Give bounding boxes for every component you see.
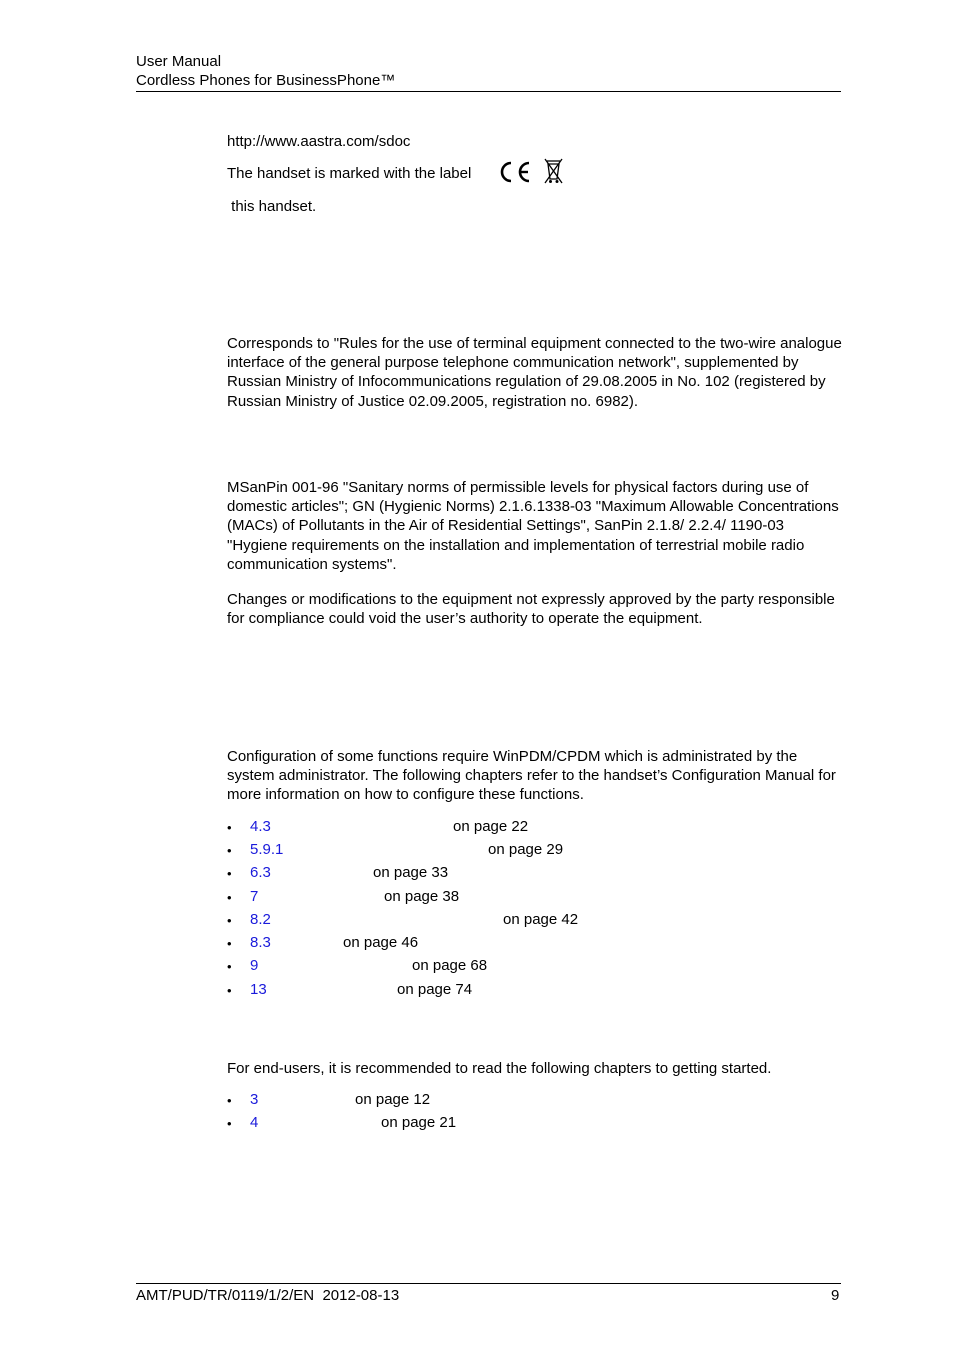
compliance-marks [497,158,567,190]
bullet-icon: • [227,936,232,951]
bullet-icon: • [227,890,232,905]
paragraph-russian-rules: Corresponds to "Rules for the use of terminal equipment connected to the two-wire analogue interface of the general purpose telephone communication network", supplemented by Russian Ministry of Infocommunications regulation of 29.08.2005 in No. 102 (registered by Russian Ministry of Justice 02.09.2005, registration no. 6982). [227,335,842,410]
bullet-icon: • [227,843,232,858]
bullet-icon: • [227,959,232,974]
footer-doc-id: AMT/PUD/TR/0119/1/2/EN 2012-08-13 [136,1287,400,1304]
chapter-link[interactable]: 5.9.1 [250,841,284,858]
bullet-icon: • [227,866,232,881]
bullet-icon: • [227,913,232,928]
chapter-link[interactable]: 4 [250,1114,259,1131]
page-ref: on page 33 [373,864,449,881]
chapter-link[interactable]: 9 [250,957,259,974]
page-ref: on page 42 [503,911,579,928]
header-subtitle: Cordless Phones for BusinessPhone™ [136,72,396,89]
header-rule [136,91,841,92]
chapter-link[interactable]: 3 [250,1091,259,1108]
page-ref: on page 22 [453,818,529,835]
label-text: The handset is marked with the label [227,165,472,182]
paragraph-sanitary-norms: MSanPin 001-96 "Sanitary norms of permissible levels for physical factors during use of domestic articles"; GN (Hygienic Norms) 2.1.6.1338-03 "Maximum Allowable Concentrations (MACs) of Pollutants in the Air of Residential Settings", SanPin 2.1.8/ 2.2.4/ 1190-03 "Hygiene requirements on the installation and implementation of terrestrial mobile radio communication systems". [227,479,839,573]
bullet-icon: • [227,1116,232,1131]
bullet-icon: • [227,1093,232,1108]
this-handset-text: this handset. [227,198,317,215]
footer-rule [136,1283,841,1284]
paragraph-modifications: Changes or modifications to the equipment not expressly approved by the party responsible for compliance could void the user’s authority to operate the equipment. [227,591,835,628]
page-ref: on page 21 [381,1114,457,1131]
page-ref: on page 12 [355,1091,431,1108]
crossed-bin-icon [545,159,562,183]
bullet-icon: • [227,983,232,998]
page-ref: on page 29 [488,841,564,858]
chapter-link[interactable]: 4.3 [250,818,271,835]
chapter-link[interactable]: 8.2 [250,911,271,928]
page-ref: on page 74 [397,981,473,998]
page-number: 9 [831,1287,840,1304]
bullet-icon: • [227,820,232,835]
sdoc-url: http://www.aastra.com/sdoc [227,133,411,150]
ce-mark-icon [497,158,567,186]
chapter-link[interactable]: 7 [250,888,259,905]
chapter-link[interactable]: 8.3 [250,934,271,951]
paragraph-configuration: Configuration of some functions require WinPDM/CPDM which is administrated by the system administrator. The following chapters refer to the handset’s Configuration Manual for more information on how to configure these functions. [227,748,836,804]
page-ref: on page 38 [384,888,460,905]
page-ref: on page 46 [343,934,419,951]
paragraph-end-users: For end-users, it is recommended to read the following chapters to getting started. [227,1060,772,1077]
header-title: User Manual [136,53,222,70]
page-ref: on page 68 [412,957,488,974]
chapter-link[interactable]: 13 [250,981,267,998]
chapter-link[interactable]: 6.3 [250,864,271,881]
